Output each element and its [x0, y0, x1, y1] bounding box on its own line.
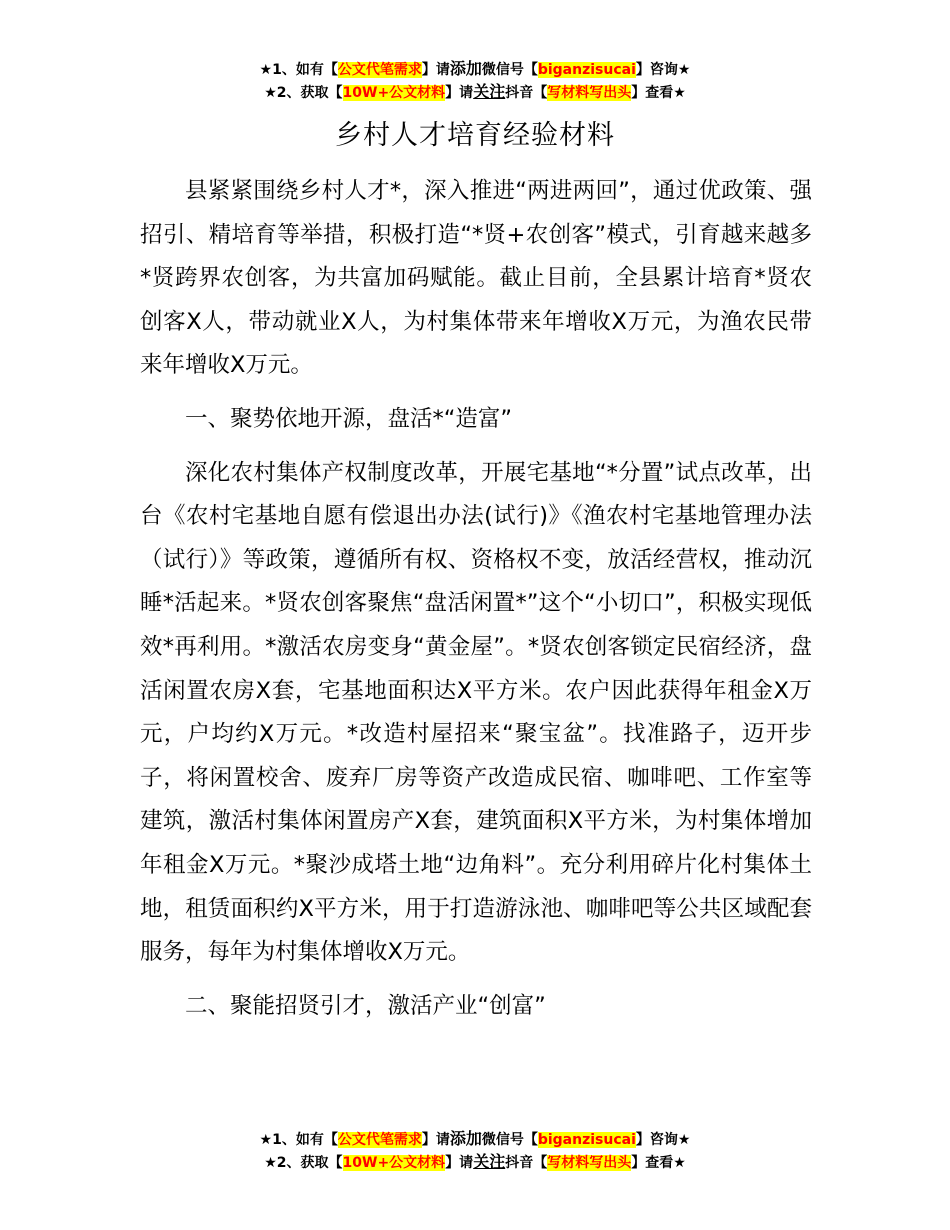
banner-text: 】咨询★: [635, 1132, 691, 1148]
banner-text: 】查看★: [631, 1155, 686, 1171]
document-body: [140, 170, 812, 1028]
highlight-materials: 10W+公文材料: [342, 1155, 446, 1171]
banner-text: 】请: [421, 1132, 450, 1148]
banner-text: 】查看★: [631, 85, 686, 101]
highlight-douyin-account: 写材料写出头: [547, 1155, 632, 1171]
document-title: 乡村人才培育经验材料: [335, 120, 615, 151]
banner-text: 】咨询★: [635, 62, 691, 78]
footer-banner: [0, 1128, 950, 1174]
star-icon: ★: [259, 62, 273, 78]
banner-text: 抖音【: [505, 1155, 548, 1171]
banner-text: 2、获取【: [276, 85, 343, 101]
banner-text: 1、如有【: [272, 62, 338, 78]
highlight-service: 公文代笔需求: [337, 1132, 422, 1148]
header-banner: [0, 58, 950, 104]
footer-banner-line-1: [0, 1128, 950, 1151]
banner-text: 2、获取【: [276, 1155, 343, 1171]
star-icon: ★: [264, 85, 277, 101]
header-banner-line-2: [0, 81, 950, 104]
highlight-service: 公文代笔需求: [337, 62, 422, 78]
banner-text: 微信号【: [481, 62, 538, 78]
highlight-douyin-account: 写材料写出头: [547, 85, 632, 101]
paragraph-intro: 县紧紧围绕乡村人才*，深入推进“两进两回”，通过优政策、强招引、精培育等举措，积极打造“*贤+农创客”模式，引育越来越多*贤跨界农创客，为共富加码赋能。截止目前，全县累计培育*贤农创客X人，带动就业X人，为村集体带来年增收X万元，为渔农民带来年增收X万元。: [140, 178, 812, 379]
header-banner-line-1: [0, 58, 950, 81]
highlight-wechat-id: biganzisucai: [537, 62, 636, 78]
footer-banner-line-2: [0, 1151, 950, 1174]
banner-text: 】请: [421, 62, 450, 78]
highlight-materials: 10W+公文材料: [342, 85, 446, 101]
emphasis-add: 添加: [449, 1129, 482, 1148]
banner-text: 1、如有【: [272, 1132, 338, 1148]
section-heading-2: 二、聚能招贤引才，激活产业“创富”: [185, 992, 546, 1019]
section-heading-1: 一、聚势依地开源，盘活*“造富”: [185, 405, 513, 432]
emphasis-follow: 关注: [473, 1152, 506, 1171]
banner-text: 抖音【: [505, 85, 548, 101]
star-icon: ★: [264, 1155, 277, 1171]
banner-text: 微信号【: [481, 1132, 538, 1148]
emphasis-add: 添加: [449, 59, 482, 78]
highlight-wechat-id: biganzisucai: [537, 1132, 636, 1148]
star-icon: ★: [259, 1132, 273, 1148]
emphasis-follow: 关注: [473, 82, 506, 101]
paragraph-section-1: 深化农村集体产权制度改革，开展宅基地“*分置”试点改革，出台《农村宅基地自愿有偿退出办法(试行)》《渔农村宅基地管理办法（试行）》等政策，遵循所有权、资格权不变，放活经营权，推动沉睡*活起来。*贤农创客聚焦“盘活闲置*”这个“小切口”，积极实现低效*再利用。*激活农房变身“黄金屋”。*贤农创客锁定民宿经济，盘活闲置农房X套，宅基地面积达X平方米。农户因此获得年租金X万元，户均约X万元。*改造村屋招来“聚宝盆”。找准路子，迈开步子，将闲置校舍、废弃厂房等资产改造成民宿、咖啡吧、工作室等建筑，激活村集体闲置房产X套，建筑面积X平方米，为村集体增加年租金X万元。*聚沙成塔土地“边角料”。充分利用碎片化村集体土地，租赁面积约X平方米，用于打造游泳池、咖啡吧等公共区域配套服务，每年为村集体增收X万元。: [140, 459, 812, 966]
banner-text: 】请: [445, 1155, 474, 1171]
banner-text: 】请: [445, 85, 474, 101]
